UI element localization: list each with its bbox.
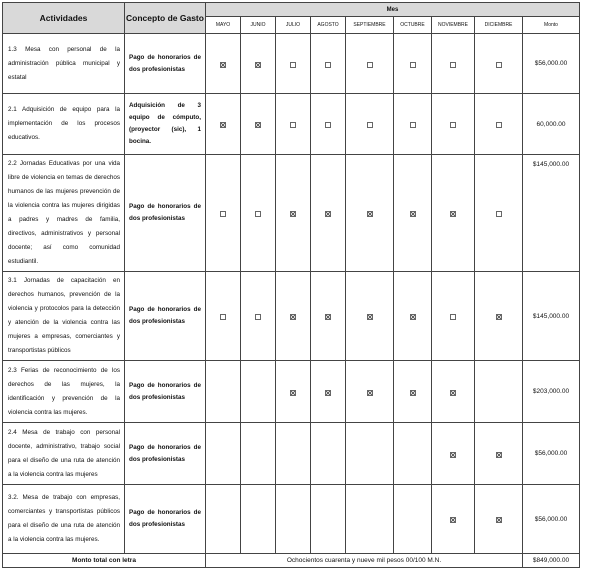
month-cell [394,155,432,272]
checked-box-icon [410,211,416,217]
empty-box-icon [220,211,226,217]
empty-box-icon [496,62,502,68]
month-cell [276,155,311,272]
month-cell [432,485,475,554]
month-header: DICIEMBRE [475,17,523,34]
checked-box-icon [220,122,226,128]
checked-box-icon [255,62,261,68]
month-cell [206,361,241,423]
month-cell [241,155,276,272]
total-amount: $849,000.00 [523,554,580,568]
month-header: AGOSTO [311,17,346,34]
checked-box-icon [496,314,502,320]
header-monto: Monto [523,17,580,34]
month-cell [346,34,394,94]
month-cell [276,361,311,423]
month-cell [475,423,523,485]
month-cell [206,272,241,361]
checked-box-icon [220,62,226,68]
month-cell [206,34,241,94]
concept-cell: Pago de honorarios de dos profesionistas [125,485,206,554]
empty-box-icon [450,62,456,68]
header-mes: Mes [206,3,580,17]
month-cell [394,94,432,155]
concept-cell: Pago de honorarios de dos profesionistas [125,272,206,361]
month-cell [311,34,346,94]
month-header: NOVIEMBRE [432,17,475,34]
budget-table [2,2,580,568]
checked-box-icon [496,517,502,523]
amount-cell: $56,000.00 [523,34,580,94]
month-cell [241,485,276,554]
checked-box-icon [410,314,416,320]
month-cell [394,272,432,361]
month-cell [241,94,276,155]
month-cell [346,361,394,423]
month-cell [241,272,276,361]
amount-cell: $56,000.00 [523,485,580,554]
checked-box-icon [290,390,296,396]
month-cell [394,485,432,554]
empty-box-icon [325,122,331,128]
activity-cell: 2.2 Jornadas Educativas por una vida libre de violencia en temas de derechos humanos de las mujeres prevención de la violencia contra las mujeres dirigidas a padres y madres de familia, directivos, administrativos y personal docente; así como comunidad estudiantil. [3,155,125,272]
checked-box-icon [367,390,373,396]
checked-box-icon [325,211,331,217]
month-cell [276,485,311,554]
checked-box-icon [496,452,502,458]
empty-box-icon [290,122,296,128]
empty-box-icon [220,314,226,320]
table-row [3,272,580,361]
empty-box-icon [496,211,502,217]
checked-box-icon [290,211,296,217]
month-cell [432,272,475,361]
checked-box-icon [367,211,373,217]
month-cell [241,423,276,485]
month-cell [311,361,346,423]
empty-box-icon [410,122,416,128]
activity-cell: 3.1 Jornadas de capacitación en derechos humanos, prevención de la violencia y protocolos para la detección y atención de la violencia contra las mujeres a empresas, comerciantes y transportistas públicos [3,272,125,361]
amount-cell: 60,000.00 [523,94,580,155]
month-cell [475,94,523,155]
month-cell [394,361,432,423]
table-row [3,34,580,94]
checked-box-icon [290,314,296,320]
checked-box-icon [367,314,373,320]
month-cell [346,94,394,155]
month-cell [432,361,475,423]
month-cell [206,485,241,554]
month-cell [206,94,241,155]
empty-box-icon [255,211,261,217]
total-text: Ochocientos cuarenta y nueve mil pesos 00/100 M.N. [206,554,523,568]
month-cell [241,34,276,94]
month-cell [346,155,394,272]
activity-cell: 2.4 Mesa de trabajo con personal docente, administrativo, trabajo social para el diseño de una ruta de atención a la violencia contra las mujeres [3,423,125,485]
checked-box-icon [450,517,456,523]
month-cell [432,34,475,94]
month-cell [346,423,394,485]
month-cell [241,361,276,423]
month-cell [206,155,241,272]
activity-cell: 3.2. Mesa de trabajo con empresas, comerciantes y transportistas públicos para el diseño de una ruta de atención a la violencia contra las mujeres. [3,485,125,554]
month-cell [311,485,346,554]
table-row [3,94,580,155]
month-header: SEPTIEMBRE [346,17,394,34]
concept-cell: Pago de honorarios de dos profesionistas [125,361,206,423]
month-cell [276,94,311,155]
month-cell [276,34,311,94]
activity-cell: 2.1 Adquisición de equipo para la implementación de los procesos educativos. [3,94,125,155]
month-cell [475,34,523,94]
month-cell [311,155,346,272]
checked-box-icon [325,390,331,396]
empty-box-icon [367,62,373,68]
header-actividades: Actividades [3,3,125,34]
table-row [3,361,580,423]
month-cell [432,423,475,485]
month-cell [311,423,346,485]
activity-cell: 1.3 Mesa con personal de la administración pública municipal y estatal [3,34,125,94]
table-row [3,423,580,485]
month-cell [346,485,394,554]
month-cell [475,361,523,423]
month-cell [311,272,346,361]
concept-cell: Pago de honorarios de dos profesionistas [125,34,206,94]
month-cell [432,155,475,272]
month-cell [206,423,241,485]
checked-box-icon [410,390,416,396]
month-cell [475,485,523,554]
checked-box-icon [450,390,456,396]
empty-box-icon [290,62,296,68]
checked-box-icon [450,452,456,458]
checked-box-icon [450,211,456,217]
empty-box-icon [255,314,261,320]
total-label: Monto total con letra [3,554,206,568]
empty-box-icon [450,122,456,128]
month-cell [432,94,475,155]
month-cell [346,272,394,361]
concept-cell: Pago de honorarios de dos profesionistas [125,155,206,272]
table-row [3,155,580,272]
table-row [3,485,580,554]
amount-cell: $56,000.00 [523,423,580,485]
month-header: JUNIO [241,17,276,34]
checked-box-icon [255,122,261,128]
header-concepto: Concepto de Gasto [125,3,206,34]
month-cell [276,272,311,361]
checked-box-icon [325,314,331,320]
concept-cell: Pago de honorarios de dos profesionistas [125,423,206,485]
empty-box-icon [325,62,331,68]
empty-box-icon [450,314,456,320]
empty-box-icon [367,122,373,128]
concept-cell: Adquisición de 3 equipo de cómputo, (proyector (sic), 1 bocina. [125,94,206,155]
month-cell [276,423,311,485]
month-cell [475,155,523,272]
month-cell [475,272,523,361]
amount-cell: $145,000.00 [523,155,580,272]
empty-box-icon [410,62,416,68]
month-cell [311,94,346,155]
empty-box-icon [496,122,502,128]
amount-cell: $145,000.00 [523,272,580,361]
amount-cell: $203,000.00 [523,361,580,423]
month-header: OCTUBRE [394,17,432,34]
month-header: JULIO [276,17,311,34]
month-header: MAYO [206,17,241,34]
activity-cell: 2.3 Ferias de reconocimiento de los derechos de las mujeres, la identificación y prevención de la violencia contra las mujeres. [3,361,125,423]
month-cell [394,34,432,94]
month-cell [394,423,432,485]
